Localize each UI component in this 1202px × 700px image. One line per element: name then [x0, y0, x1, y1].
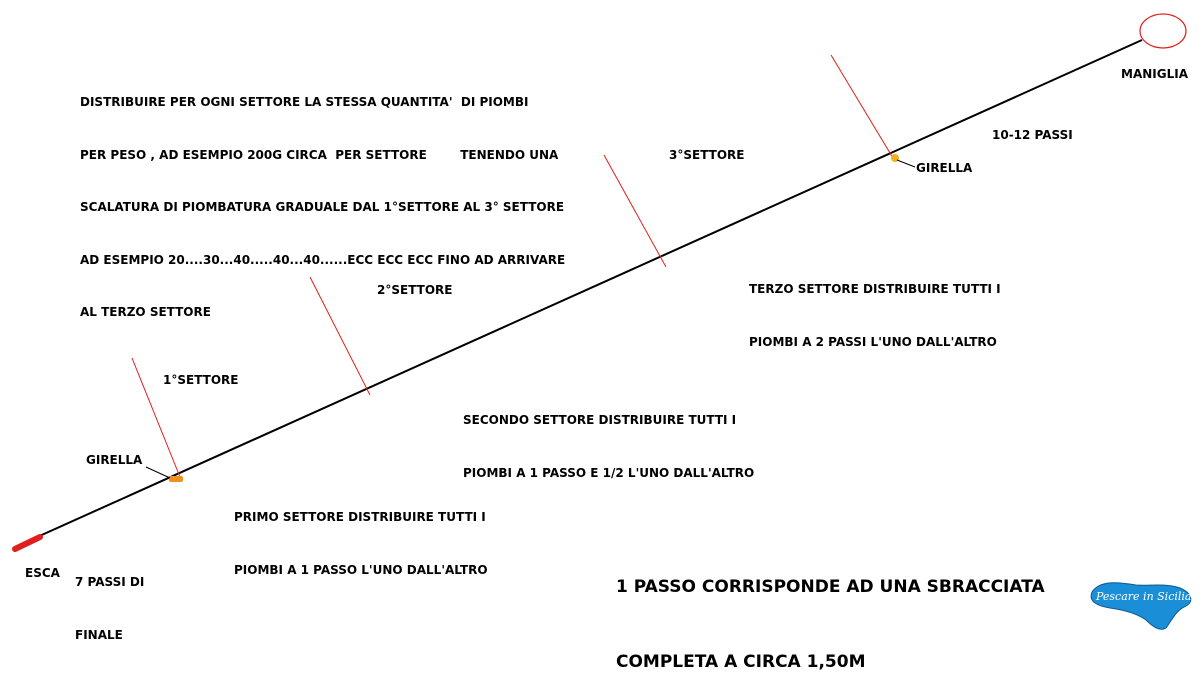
- final-passes-line: 7 PASSI DI: [75, 575, 145, 589]
- intro-note-line: AD ESEMPIO 20....30...40.....40...40......ECC ECC ECC FINO AD ARRIVARE: [80, 252, 566, 267]
- footer-note-line: COMPLETA A CIRCA 1,50M: [616, 652, 866, 672]
- note-line: PIOMBI A 2 PASSI L'UNO DALL'ALTRO: [749, 334, 997, 349]
- bait-label: ESCA: [25, 566, 60, 580]
- intro-note-line: DISTRIBUIRE PER OGNI SETTORE LA STESSA QUANTITA' DI PIOMBI: [80, 95, 529, 109]
- note-line: TERZO SETTORE DISTRIBUIRE TUTTI I: [749, 282, 1001, 296]
- note-line: PIOMBI A 1 PASSO E 1/2 L'UNO DALL'ALTRO: [463, 465, 755, 480]
- handle-label: MANIGLIA: [1121, 67, 1188, 81]
- pescare-in-sicilia-logo: [1091, 583, 1191, 630]
- swivel-bottom: [169, 476, 183, 482]
- second-sector-note: [463, 377, 754, 500]
- swivel-top-label: GIRELLA: [916, 161, 973, 175]
- sector-mark-3: [604, 155, 666, 267]
- note-line: PRIMO SETTORE DISTRIBUIRE TUTTI I: [234, 510, 486, 524]
- sector-mark-4: [831, 55, 893, 158]
- swivel-bottom-pointer: [146, 467, 170, 478]
- sector-1-label: 1°SETTORE: [163, 373, 239, 387]
- final-passes-line: FINALE: [75, 627, 123, 642]
- top-passes-label: 10-12 PASSI: [992, 128, 1073, 142]
- intro-note-line: SCALATURA DI PIOMBATURA GRADUALE DAL 1°SETTORE AL 3° SETTORE: [80, 200, 565, 214]
- swivel-bottom-label: GIRELLA: [86, 453, 143, 467]
- intro-note: [80, 59, 565, 339]
- watermark-text: Pescare in Sicilia: [1096, 590, 1192, 603]
- sector-3-label: 3°SETTORE: [669, 148, 745, 162]
- handle-circle: [1140, 14, 1186, 48]
- footer-note: [616, 525, 1045, 700]
- footer-note-line: 1 PASSO CORRISPONDE AD UNA SBRACCIATA: [616, 577, 1045, 597]
- sector-2-label: 2°SETTORE: [377, 283, 453, 297]
- third-sector-note: [749, 246, 1001, 369]
- final-passes-label: [75, 539, 144, 662]
- intro-note-line: AL TERZO SETTORE: [80, 305, 211, 319]
- first-sector-note: [234, 474, 488, 597]
- bait-icon: [15, 537, 40, 549]
- swivel-top-pointer: [897, 160, 915, 167]
- note-line: SECONDO SETTORE DISTRIBUIRE TUTTI I: [463, 413, 737, 427]
- intro-note-line: PER PESO , AD ESEMPIO 200G CIRCA PER SETTORE TENENDO UNA: [80, 147, 559, 162]
- note-line: PIOMBI A 1 PASSO L'UNO DALL'ALTRO: [234, 562, 488, 577]
